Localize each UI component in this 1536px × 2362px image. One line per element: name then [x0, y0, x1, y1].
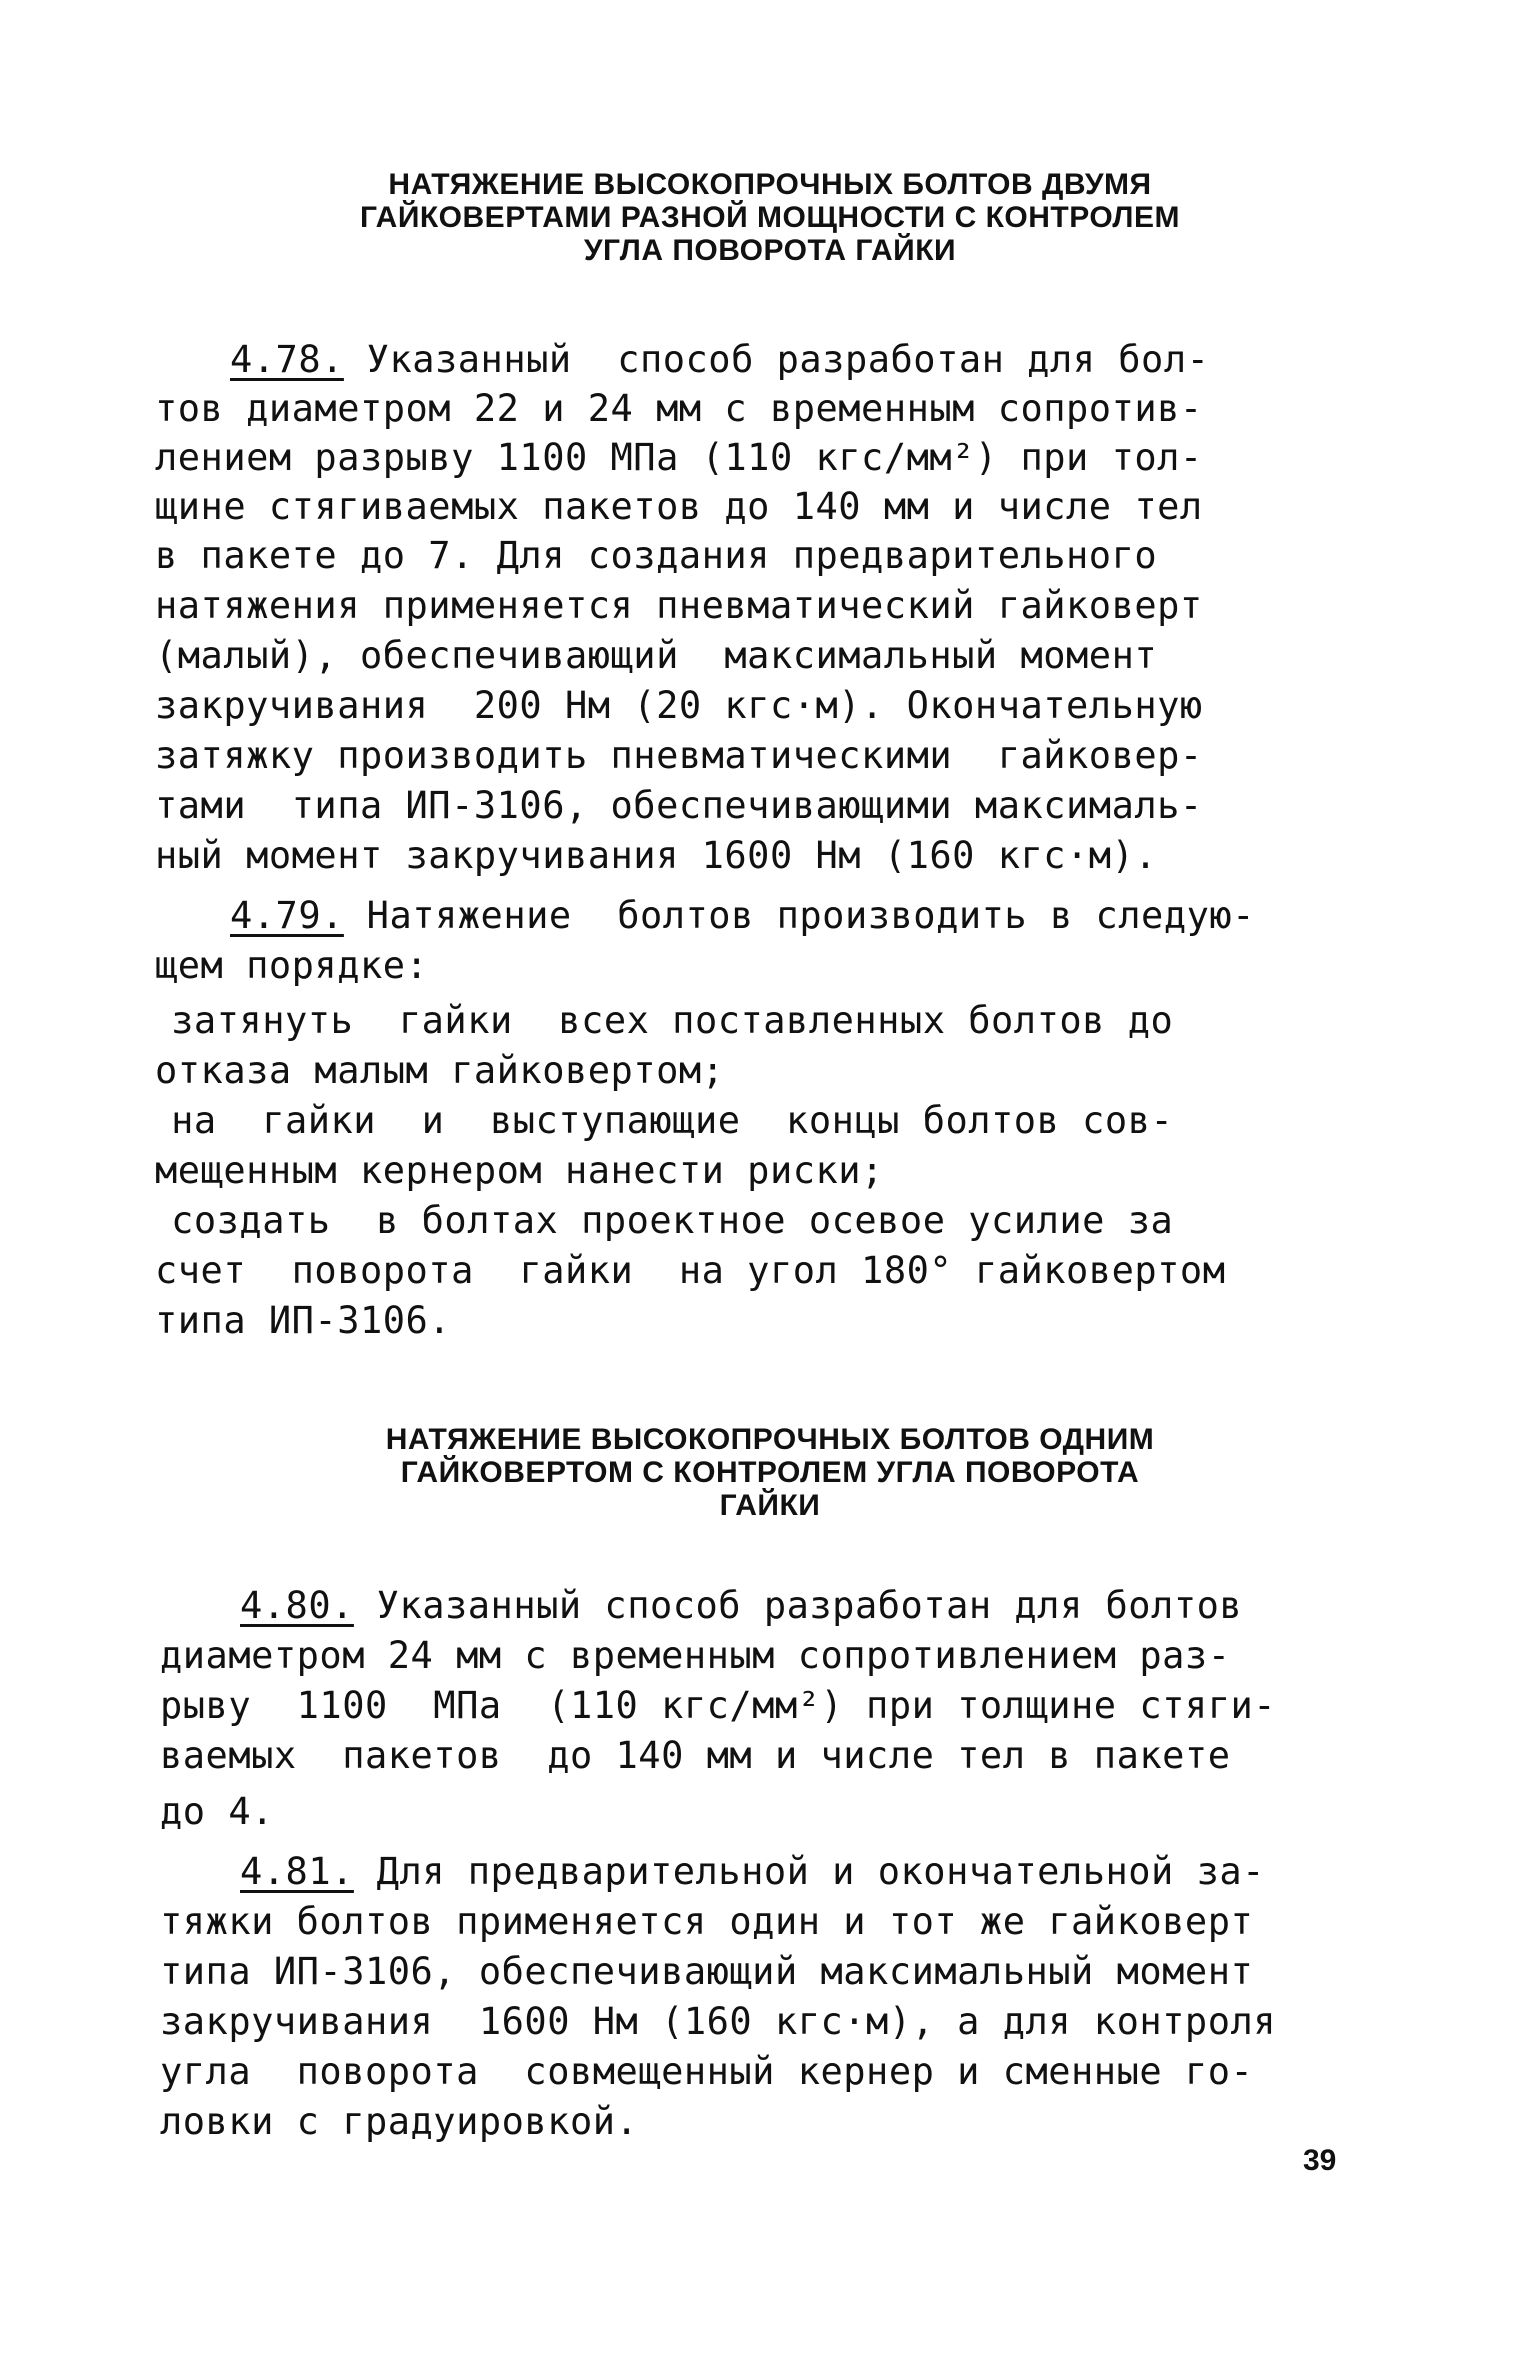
- paragraph-481-line: типа ИП-3106, обеспечивающий максимальный момент: [160, 1950, 1254, 1993]
- heading-line: ГАЙКОВЕРТОМ С КОНТРОЛЕМ УГЛА ПОВОРОТА: [400, 1456, 1140, 1489]
- section-heading-1: [150, 168, 1390, 267]
- paragraph-479-line: мещенным кернером нанести риски;: [155, 1149, 884, 1192]
- paragraph-481-line: угла поворота совмещенный кернер и сменные го-: [160, 2050, 1254, 2093]
- paragraph-479-line: затянуть гайки всех поставленных болтов до: [80, 999, 1174, 1042]
- paragraph-478-line: 4.78. Указанный способ разработан для бол-: [230, 338, 1210, 381]
- paragraph-479-line: отказа малым гайковертом;: [155, 1049, 725, 1092]
- paragraph-479-line: на гайки и выступающие концы болтов сов-: [80, 1099, 1174, 1142]
- paragraph-478-line: закручивания 200 Нм (20 кгс·м). Окончательную: [155, 684, 1203, 727]
- paragraph-478-line: натяжения применяется пневматический гайковерт: [155, 584, 1203, 627]
- page-number: 39: [1303, 2144, 1337, 2177]
- paragraph-479-line: щем порядке:: [155, 944, 429, 987]
- paragraph-478-line: лением разрыву 1100 МПа (110 кгс/мм²) при тол-: [155, 436, 1203, 479]
- paragraph-481-line: 4.81. Для предварительной и окончательной за-: [240, 1850, 1265, 1893]
- paragraph-478-line: в пакете до 7. Для создания предварительного: [155, 534, 1158, 577]
- paragraph-number: 4.80.: [240, 1584, 354, 1627]
- paragraph-479-line: счет поворота гайки на угол 180° гайковертом: [155, 1249, 1226, 1292]
- paragraph-478-line: (малый), обеспечивающий максимальный момент: [155, 634, 1158, 677]
- paragraph-481-line: тяжки болтов применяется один и тот же гайковерт: [160, 1900, 1254, 1943]
- paragraph-478-line: тами типа ИП-3106, обеспечивающими максималь-: [155, 784, 1203, 827]
- heading-line: ГАЙКИ: [719, 1489, 821, 1522]
- paragraph-480-line: ваемых пакетов до 140 мм и числе тел в пакете: [160, 1734, 1231, 1777]
- paragraph-479-line: типа ИП-3106.: [155, 1299, 452, 1342]
- heading-line: ГАЙКОВЕРТАМИ РАЗНОЙ МОЩНОСТИ С КОНТРОЛЕМ: [360, 201, 1180, 234]
- paragraph-number: 4.79.: [230, 894, 344, 937]
- paragraph-480-line: 4.80. Указанный способ разработан для болтов: [240, 1584, 1243, 1627]
- paragraph-479-line: 4.79. Натяжение болтов производить в следую-: [230, 894, 1255, 937]
- paragraph-478-line: щине стягиваемых пакетов до 140 мм и числе тел: [155, 485, 1203, 528]
- paragraph-number: 4.78.: [230, 338, 344, 381]
- heading-line: НАТЯЖЕНИЕ ВЫСОКОПРОЧНЫХ БОЛТОВ ОДНИМ: [385, 1423, 1155, 1456]
- paragraph-478-line: затяжку производить пневматическими гайковер-: [155, 734, 1203, 777]
- paragraph-480-line: диаметром 24 мм с временным сопротивлением раз-: [160, 1634, 1231, 1677]
- paragraph-481-line: ловки с градуировкой.: [160, 2100, 639, 2143]
- paragraph-number: 4.81.: [240, 1850, 354, 1893]
- heading-line: УГЛА ПОВОРОТА ГАЙКИ: [583, 234, 957, 267]
- paragraph-480-line: до 4.: [160, 1790, 274, 1833]
- paragraph-481-line: закручивания 1600 Нм (160 кгс·м), а для контроля: [160, 2000, 1277, 2043]
- paragraph-478-line: ный момент закручивания 1600 Нм (160 кгс·м).: [155, 834, 1158, 877]
- paragraph-479-line: создать в болтах проектное осевое усилие за: [80, 1199, 1174, 1242]
- heading-line: НАТЯЖЕНИЕ ВЫСОКОПРОЧНЫХ БОЛТОВ ДВУМЯ: [388, 168, 1152, 201]
- section-heading-2: [150, 1423, 1390, 1522]
- paragraph-478-line: тов диаметром 22 и 24 мм с временным сопротив-: [155, 387, 1203, 430]
- paragraph-480-line: рыву 1100 МПа (110 кгс/мм²) при толщине стяги-: [160, 1684, 1277, 1727]
